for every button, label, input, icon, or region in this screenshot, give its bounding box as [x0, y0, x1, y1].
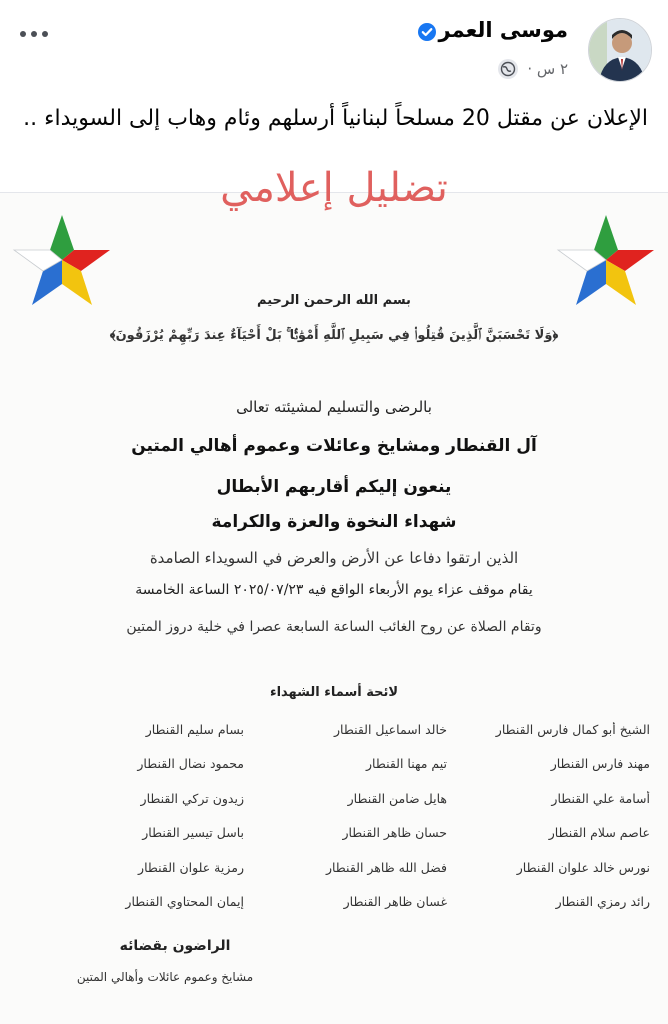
martyrs-heading: شهداء النخوة والعزة والكرامة: [211, 512, 457, 532]
names-list-title: لائحة أسماء الشهداء: [269, 685, 399, 700]
martyr-name: أسامة علي القنطار: [551, 790, 650, 806]
basmala: بسم الله الرحمن الرحيم: [257, 293, 411, 308]
martyr-name: محمود نضال القنطار: [137, 756, 244, 772]
star-emblem-icon: [556, 210, 656, 305]
intro-line: بالرضى والتسليم لمشيئته تعالى: [236, 398, 432, 416]
names-row: [40, 712, 650, 747]
martyr-name: عاصم سلام القنطار: [548, 825, 650, 841]
defense-line: الذين ارتقوا دفاعا عن الأرض والعرض في السويداء الصامدة: [149, 549, 519, 567]
names-list: [40, 712, 650, 919]
post-caption: الإعلان عن مقتل 20 مسلحاً لبنانياً أرسلهم وئام وهاب إلى السويداء ..: [23, 106, 648, 131]
martyr-name: هايل ضامن القنطار: [347, 790, 447, 806]
martyr-name: حسان ظاهر القنطار: [342, 825, 447, 841]
condolence-line: يقام موقف عزاء يوم الأربعاء الواقع فيه ٢٠٢٥/٠٧/٢٣ الساعة الخامسة: [135, 582, 533, 598]
announcement-heading: ينعون إليكم أقاربهم الأبطال: [216, 477, 452, 497]
overlay-title: تضليل إعلامي: [220, 165, 448, 211]
names-row: [40, 816, 650, 851]
martyr-name: مهند فارس القنطار: [550, 756, 650, 772]
verified-badge-icon: [417, 22, 437, 42]
closing-title: الراضون بقضائه: [119, 938, 231, 954]
post-header: [0, 0, 668, 95]
star-emblem-icon: [12, 210, 112, 305]
more-options-button[interactable]: [14, 24, 54, 44]
martyr-name: إيمان المحتاوي القنطار: [125, 894, 244, 910]
mourners-heading: آل القنطار ومشايخ وعائلات وعموم أهالي المتين: [131, 436, 537, 456]
martyr-name: بسام سليم القنطار: [145, 721, 244, 737]
names-row: [40, 781, 650, 816]
names-row: [40, 850, 650, 885]
martyr-name: الشيخ أبو كمال فارس القنطار: [495, 721, 650, 737]
post-time[interactable]: ٢ س ·: [527, 60, 568, 78]
martyr-name: رمزية علوان القنطار: [138, 859, 244, 875]
martyr-name: باسل تيسير القنطار: [142, 825, 244, 841]
globe-icon: [497, 58, 519, 80]
martyr-name: زيدون تركي القنطار: [140, 790, 244, 806]
profile-photo: [589, 19, 651, 81]
martyr-name: تيم مهنا القنطار: [365, 756, 447, 772]
quran-verse: ﴿وَلَا تَحْسَبَنَّ ٱلَّذِينَ قُتِلُوا۟ فِي سَبِيلِ ٱللَّهِ أَمْوَٰتًۢا ۚ بَلْ أَحْيَآءٌ عِندَ رَبِّهِمْ يُرْزَقُونَ﴾: [109, 328, 559, 343]
martyr-name: خالد اسماعيل القنطار: [333, 721, 447, 737]
post-meta: [497, 58, 568, 80]
dot-icon: [31, 31, 37, 37]
martyr-name: رائد رمزي القنطار: [555, 894, 650, 910]
dot-icon: [20, 31, 26, 37]
names-row: [40, 885, 650, 920]
dot-icon: [42, 31, 48, 37]
author-name[interactable]: موسى العمر: [438, 18, 568, 42]
prayer-line: وتقام الصلاة عن روح الغائب الساعة السابعة عصرا في خلية دروز المتين: [126, 619, 542, 635]
closing-text: مشايخ وعموم عائلات وأهالي المتين: [76, 970, 254, 984]
avatar[interactable]: [588, 18, 652, 82]
martyr-name: غسان ظاهر القنطار: [343, 894, 447, 910]
names-row: [40, 747, 650, 782]
martyr-name: فضل الله ظاهر القنطار: [325, 859, 447, 875]
martyr-name: نورس خالد علوان القنطار: [516, 859, 650, 875]
